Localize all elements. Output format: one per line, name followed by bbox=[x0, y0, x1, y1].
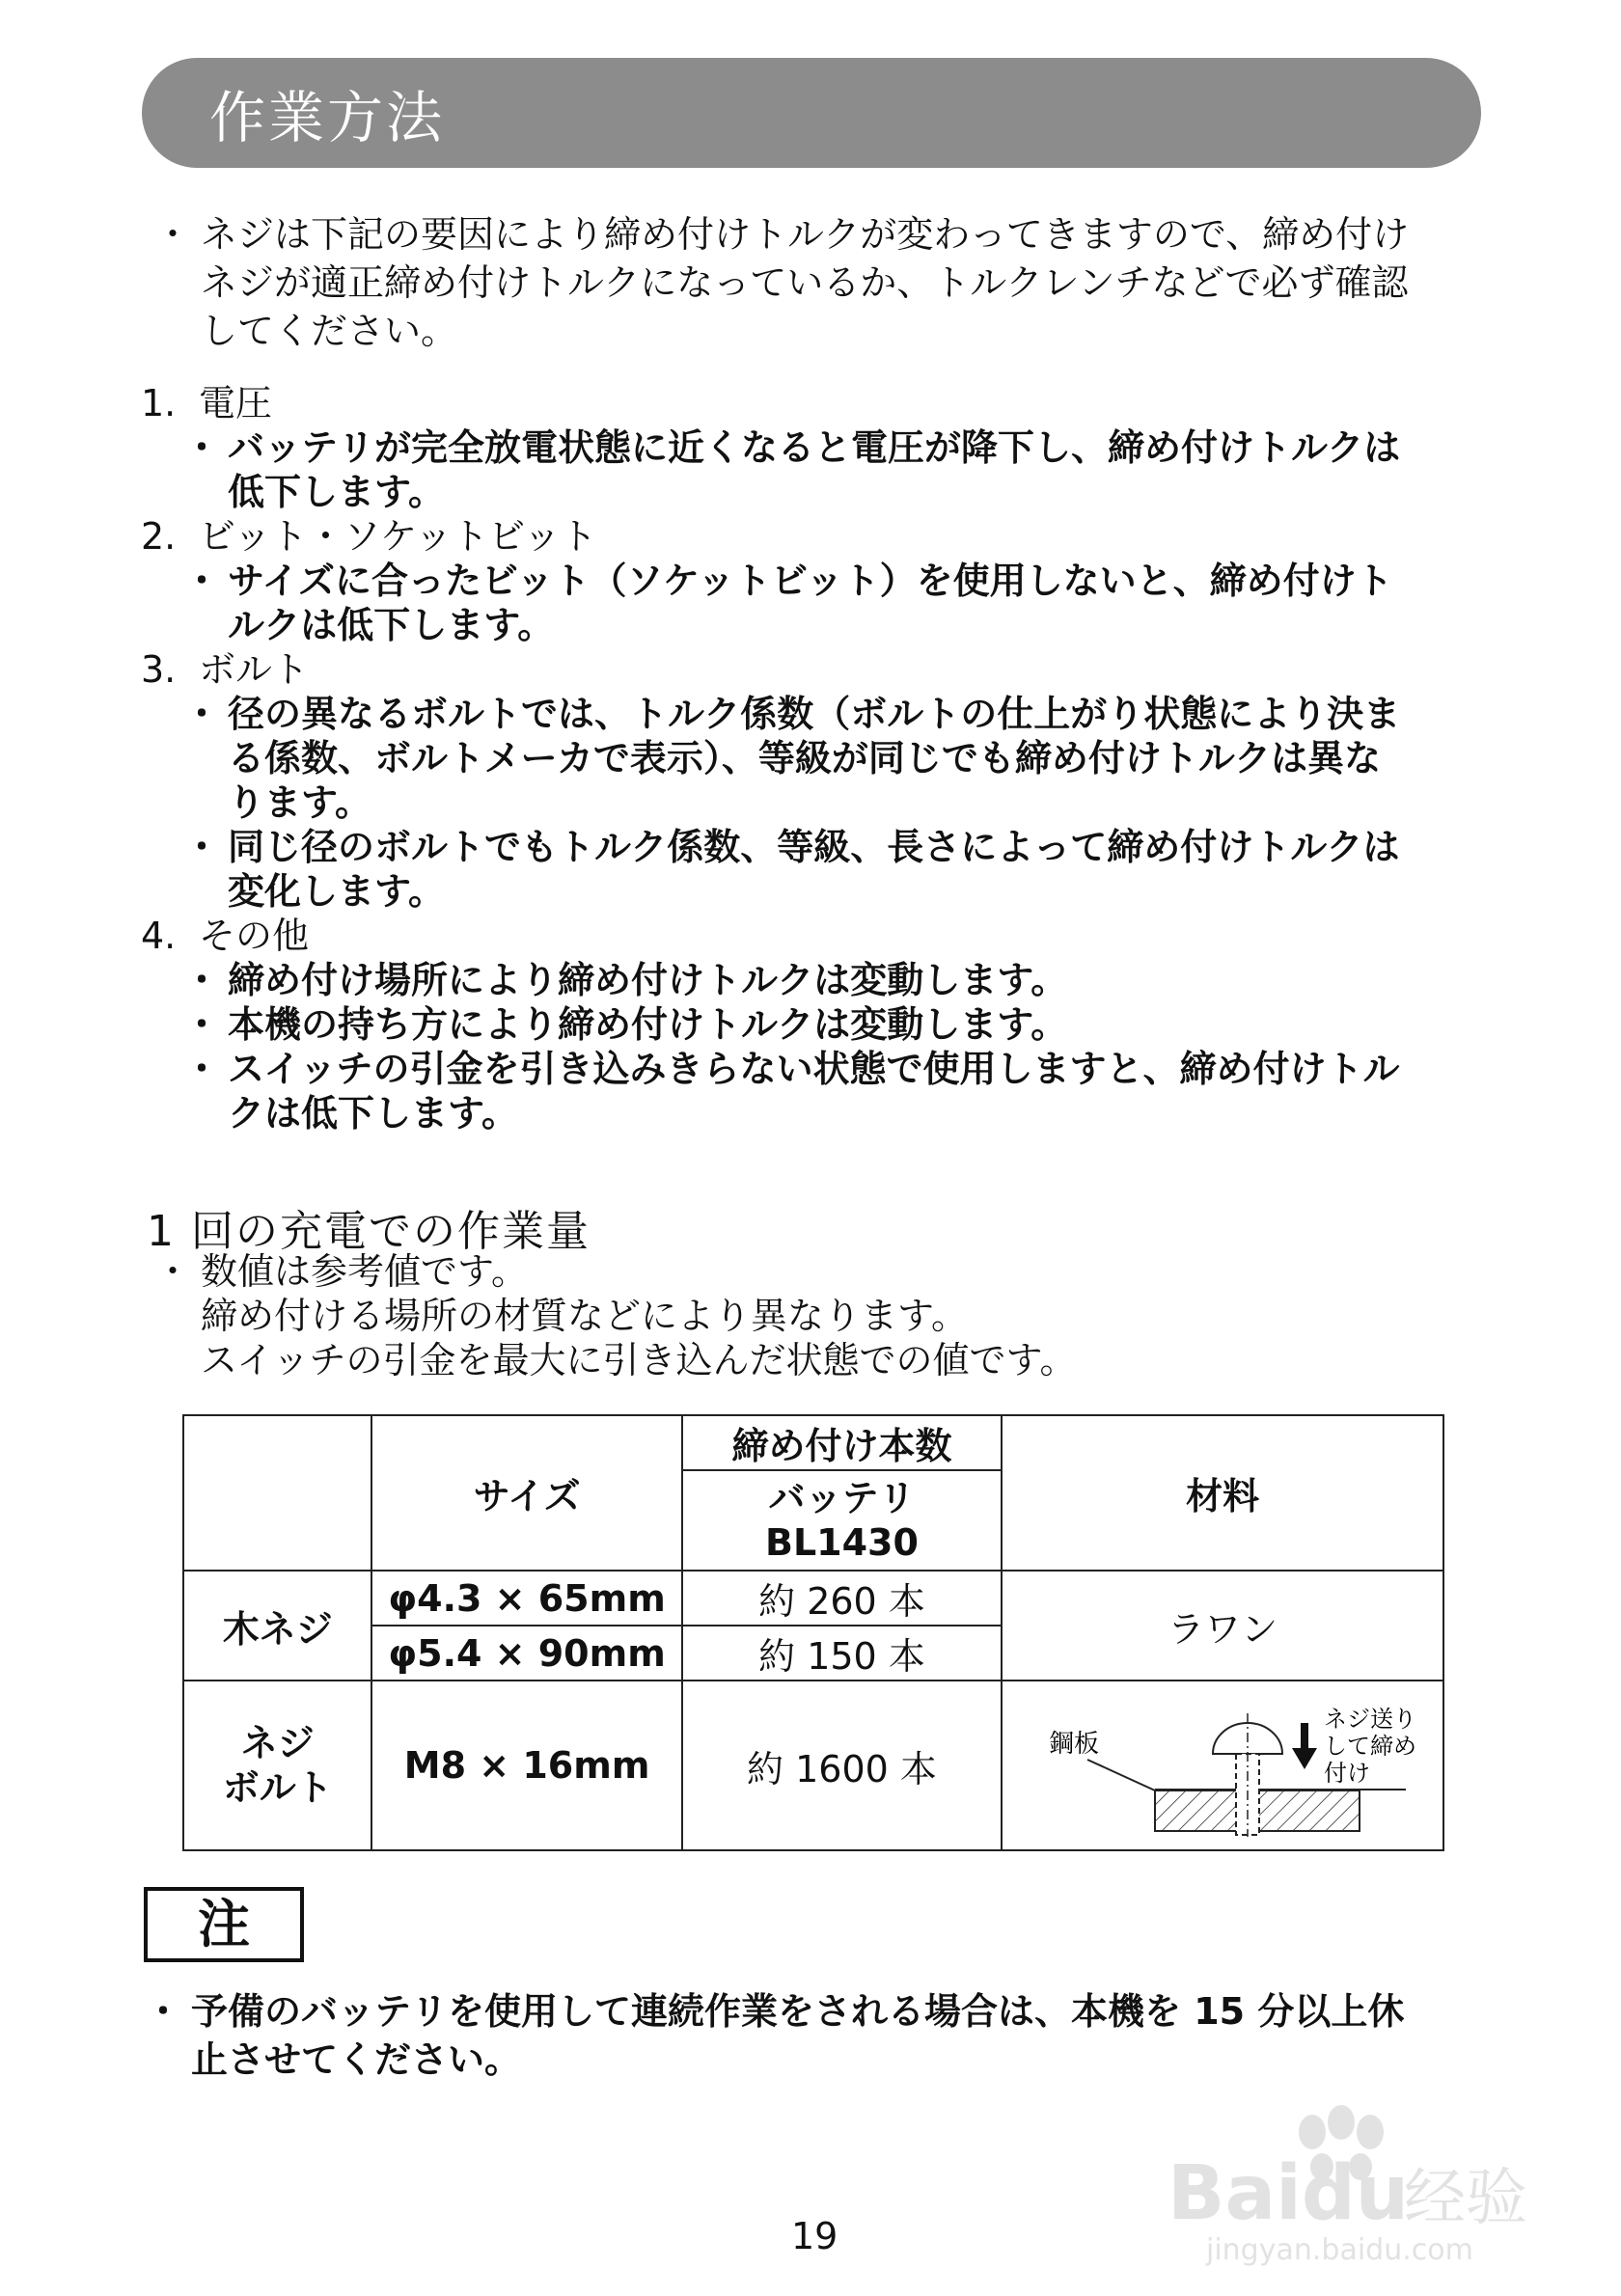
section-header-bar bbox=[142, 58, 1481, 168]
bullet-mark: ・ bbox=[183, 826, 221, 868]
factor-item-text: 本機の持ち方により締め付けトルクは変動します。 bbox=[228, 1003, 1068, 1046]
bullet-mark: ・ bbox=[145, 1990, 182, 2033]
header-material: 材料 bbox=[1002, 1415, 1443, 1571]
plate-right bbox=[1253, 1790, 1360, 1831]
intro-text: ネジは下記の要因により締め付けトルクが変わってきますので、締め付け ネジが適正締め付けトルクになっているか、トルクレンチなどで必ず確認 してください。 bbox=[201, 213, 1410, 352]
plate-label: 鋼板 bbox=[1049, 1729, 1100, 1759]
factor-heading bbox=[141, 647, 1492, 692]
factor-item bbox=[141, 425, 1492, 514]
factor-item bbox=[141, 958, 1492, 1002]
work-amount-notes bbox=[154, 1249, 1076, 1382]
row-type-screw-bolt: ネジ ボルト bbox=[183, 1681, 371, 1850]
watermark-url: jingyan.baidu.com bbox=[1206, 2233, 1473, 2267]
bullet-mark: ・ bbox=[183, 560, 221, 602]
feed-label-line3: 付け bbox=[1324, 1759, 1371, 1787]
table-corner-cell bbox=[183, 1415, 371, 1571]
cell-size: φ4.3 × 65mm bbox=[371, 1571, 681, 1626]
bolt-fastening-diagram bbox=[1030, 1684, 1415, 1839]
feed-label-line2: して締め bbox=[1324, 1732, 1416, 1760]
factor-item bbox=[141, 559, 1492, 647]
work-amount-table bbox=[182, 1414, 1444, 1851]
row-type-wood-screw: 木ネジ bbox=[183, 1571, 371, 1681]
cell-diagram bbox=[1002, 1681, 1443, 1850]
factor-item-text: バッテリが完全放電状態に近くなると電圧が降下し、締め付けトルクは 低下します。 bbox=[228, 426, 1401, 513]
caution-paragraph bbox=[145, 1987, 1404, 2084]
header-battery: バッテリ BL1430 bbox=[682, 1470, 1002, 1571]
factor-title: 電圧 bbox=[199, 382, 273, 424]
factor-number: 3. bbox=[141, 648, 177, 691]
watermark-brand: Baidu bbox=[1168, 2150, 1410, 2237]
factor-list bbox=[141, 381, 1492, 1135]
factor-heading bbox=[141, 914, 1492, 958]
factor-title: その他 bbox=[199, 915, 310, 957]
factor-item-text: 同じ径のボルトでもトルク係数、等級、長さによって締め付けトルクは 変化します。 bbox=[228, 826, 1400, 913]
cell-count: 約 260 本 bbox=[682, 1571, 1002, 1626]
factor-item-text: 径の異なるボルトでは、トルク係数（ボルトの仕上がり状態により決ま る係数、ボルトメーカで表示）、等級が同じでも締め付けトルクは異な ります。 bbox=[228, 693, 1401, 824]
note-label-box: 注 bbox=[144, 1887, 304, 1962]
caution-text: 予備のバッテリを使用して連続作業をされる場合は、本機を 15 分以上休 止させてください。 bbox=[191, 1990, 1405, 2081]
factor-heading bbox=[141, 514, 1492, 559]
factor-number: 1. bbox=[141, 382, 177, 424]
factor-number: 2. bbox=[141, 515, 177, 558]
work-amount-heading: 1 回の充電での作業量 bbox=[147, 1207, 591, 1256]
factor-heading bbox=[141, 381, 1492, 425]
bullet-mark: ・ bbox=[154, 213, 192, 256]
factor-item-text: スイッチの引金を引き込みきらない状態で使用しますと、締め付けトル クは低下します。 bbox=[228, 1048, 1400, 1134]
factor-item bbox=[141, 692, 1492, 825]
cell-count: 約 1600 本 bbox=[682, 1681, 1002, 1850]
bullet-mark: ・ bbox=[183, 959, 221, 1001]
notes-text: 数値は参考値です。 締め付ける場所の材質などにより異なります。 スイッチの引金を最大に引き込んだ状態での値です。 bbox=[201, 1250, 1077, 1381]
factor-item-text: サイズに合ったビット（ソケットビット）を使用しないと、締め付けト ルクは低下します。 bbox=[228, 560, 1393, 646]
factor-item bbox=[141, 1047, 1492, 1135]
cell-count: 約 150 本 bbox=[682, 1626, 1002, 1681]
section-title: 作業方法 bbox=[209, 85, 446, 150]
feed-arrow-head bbox=[1292, 1748, 1317, 1769]
bullet-mark: ・ bbox=[183, 693, 221, 735]
factor-number: 4. bbox=[141, 915, 177, 957]
factor-item-text: 締め付け場所により締め付けトルクは変動します。 bbox=[228, 959, 1068, 1001]
factor-item bbox=[141, 1002, 1492, 1047]
feed-label-line1: ネジ送り bbox=[1324, 1705, 1416, 1733]
bullet-mark: ・ bbox=[183, 1048, 221, 1090]
header-size: サイズ bbox=[371, 1415, 681, 1571]
plate-left bbox=[1155, 1790, 1242, 1831]
header-count: 締め付け本数 bbox=[682, 1415, 1002, 1470]
baidu-watermark bbox=[1168, 2074, 1553, 2267]
bullet-mark: ・ bbox=[183, 1003, 221, 1046]
plate-leader-line bbox=[1087, 1760, 1155, 1790]
watermark-suffix: 经验 bbox=[1404, 2163, 1527, 2234]
factor-title: ボルト bbox=[199, 648, 310, 691]
cell-size: M8 × 16mm bbox=[371, 1681, 681, 1850]
factor-item bbox=[141, 825, 1492, 914]
bullet-mark: ・ bbox=[154, 1250, 192, 1293]
intro-paragraph bbox=[154, 210, 1486, 355]
cell-size: φ5.4 × 90mm bbox=[371, 1626, 681, 1681]
bullet-mark: ・ bbox=[183, 426, 221, 469]
page-number: 19 bbox=[791, 2215, 838, 2257]
factor-title: ビット・ソケットビット bbox=[199, 515, 597, 558]
cell-material: ラワン bbox=[1002, 1571, 1443, 1681]
